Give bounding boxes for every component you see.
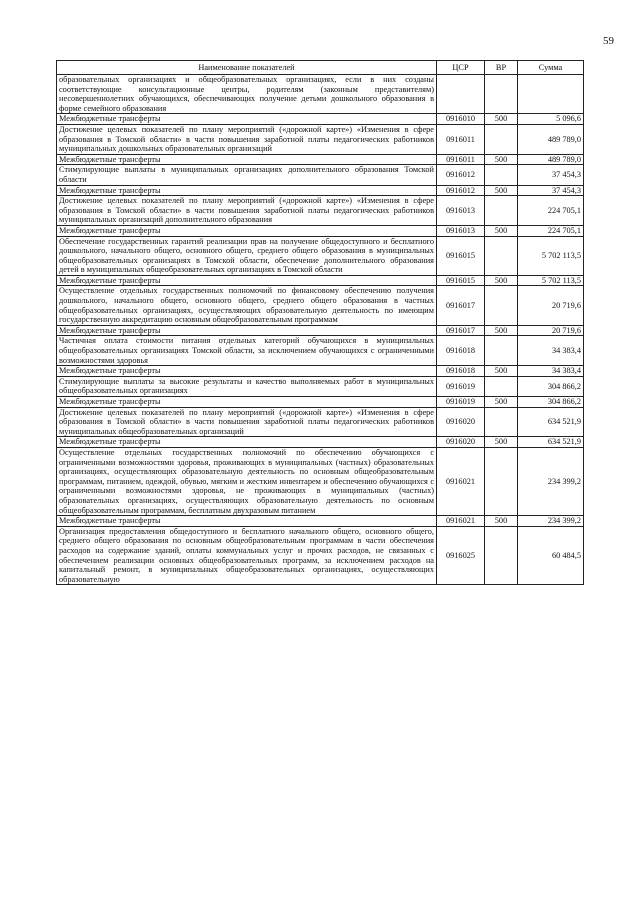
row-vr: 500 <box>485 114 518 125</box>
row-vr: 500 <box>485 185 518 196</box>
table-row <box>57 124 584 154</box>
row-vr: 500 <box>485 325 518 336</box>
row-sum: 60 484,5 <box>518 526 584 585</box>
row-vr <box>485 165 518 185</box>
row-vr <box>485 286 518 325</box>
row-vr <box>485 236 518 275</box>
row-sum: 489 789,0 <box>518 124 584 154</box>
table-row <box>57 225 584 236</box>
table-row <box>57 376 584 396</box>
table-row <box>57 196 584 226</box>
row-sum: 234 399,2 <box>518 516 584 527</box>
budget-table <box>56 60 584 585</box>
table-row <box>57 336 584 366</box>
row-csr: 0916013 <box>437 196 485 226</box>
row-sum: 37 454,3 <box>518 165 584 185</box>
row-vr: 500 <box>485 437 518 448</box>
row-name: Межбюджетные трансферты <box>57 437 437 448</box>
row-sum: 5 702 113,5 <box>518 275 584 286</box>
row-vr: 500 <box>485 366 518 377</box>
row-name: Межбюджетные трансферты <box>57 325 437 336</box>
header-vr: ВР <box>485 61 518 75</box>
row-vr: 500 <box>485 275 518 286</box>
row-name: Межбюджетные трансферты <box>57 275 437 286</box>
table-row <box>57 447 584 515</box>
row-sum <box>518 75 584 114</box>
table-row <box>57 407 584 437</box>
row-name: Достижение целевых показателей по плану мероприятий («дорожной карте») «Изменения в сфере образования в Томской области» в части повышения заработной платы педагогических работников муниципальных организаций дополнительного образования <box>57 196 437 226</box>
row-vr <box>485 75 518 114</box>
row-sum: 634 521,9 <box>518 437 584 448</box>
table-row <box>57 236 584 275</box>
row-vr <box>485 376 518 396</box>
row-csr: 0916019 <box>437 397 485 408</box>
row-vr <box>485 124 518 154</box>
header-csr: ЦСР <box>437 61 485 75</box>
row-name: Частичная оплата стоимости питания отдельных категорий обучающихся в муниципальных общеобразовательных организациях Томской области, за исключением обучающихся с ограниченными возможностями здоровья <box>57 336 437 366</box>
row-sum: 224 705,1 <box>518 196 584 226</box>
row-name: Межбюджетные трансферты <box>57 154 437 165</box>
row-vr <box>485 196 518 226</box>
row-vr: 500 <box>485 154 518 165</box>
row-csr: 0916015 <box>437 236 485 275</box>
row-name: Организация предоставления общедоступного и бесплатного начального общего, основного общего, среднего общего образования по основным общеобразовательным программам в части обеспечения расходов на содержание зданий, оплаты коммунальных услуг и прочих расходов, не связанных с обеспечением реализации основных общеобразовательных программ, за исключением расходов на капитальный ремонт, в муниципальных общеобразовательных организациях, осуществляющих образовательную <box>57 526 437 585</box>
row-csr: 0916010 <box>437 114 485 125</box>
row-csr: 0916025 <box>437 526 485 585</box>
row-name: Осуществление отдельных государственных полномочий по обеспечению обучающихся с ограниченными возможностями здоровья, проживающих в муниципальных (частных) образовательных организациях, осуществляющих образовательную деятельность по основным общеобразовательным программам, питанием, одеждой, обувью, мягким и жестким инвентарем и обеспечению обучающихся с ограниченными возможностями здоровья, не проживающих в муниципальных (частных) образовательных организациях, осуществляющих образовательную деятельность по основным общеобразовательным программам, бесплатным двухразовым питанием <box>57 447 437 515</box>
row-vr: 500 <box>485 225 518 236</box>
row-sum: 634 521,9 <box>518 407 584 437</box>
header-name: Наименование показателей <box>57 61 437 75</box>
row-name: Межбюджетные трансферты <box>57 185 437 196</box>
table-row <box>57 526 584 585</box>
row-name: Межбюджетные трансферты <box>57 114 437 125</box>
table-header-row <box>57 61 584 75</box>
row-sum: 34 383,4 <box>518 366 584 377</box>
row-sum: 304 866,2 <box>518 397 584 408</box>
row-csr: 0916018 <box>437 366 485 377</box>
table-row <box>57 397 584 408</box>
row-csr: 0916021 <box>437 516 485 527</box>
row-csr: 0916012 <box>437 185 485 196</box>
row-vr: 500 <box>485 516 518 527</box>
row-sum: 5 702 113,5 <box>518 236 584 275</box>
row-name: Стимулирующие выплаты за высокие результаты и качество выполняемых работ в муниципальных общеобразовательных организациях <box>57 376 437 396</box>
row-csr: 0916021 <box>437 447 485 515</box>
row-csr: 0916019 <box>437 376 485 396</box>
table-row <box>57 516 584 527</box>
row-name: Достижение целевых показателей по плану мероприятий («дорожной карте») «Изменения в сфере образования в Томской области» в части повышения заработной платы педагогических работников муниципальных дошкольных образовательных организаций <box>57 124 437 154</box>
row-name: образовательных организациях и общеобразовательных организациях, если в них созданы соответствующие консультационные центры, родителям (законным представителям) несовершеннолетних обучающихся, обеспечивающих получение детьми дошкольного образования в форме семейного образования <box>57 75 437 114</box>
row-csr: 0916020 <box>437 407 485 437</box>
table-row <box>57 325 584 336</box>
row-csr <box>437 75 485 114</box>
table-row <box>57 75 584 114</box>
table-row <box>57 275 584 286</box>
row-csr: 0916012 <box>437 165 485 185</box>
row-sum: 304 866,2 <box>518 376 584 396</box>
row-csr: 0916011 <box>437 124 485 154</box>
row-vr <box>485 526 518 585</box>
row-sum: 234 399,2 <box>518 447 584 515</box>
row-sum: 5 096,6 <box>518 114 584 125</box>
row-name: Межбюджетные трансферты <box>57 366 437 377</box>
row-name: Межбюджетные трансферты <box>57 225 437 236</box>
table-row <box>57 437 584 448</box>
row-sum: 489 789,0 <box>518 154 584 165</box>
row-sum: 37 454,3 <box>518 185 584 196</box>
row-vr <box>485 447 518 515</box>
row-name: Обеспечение государственных гарантий реализации прав на получение общедоступного и бесплатного дошкольного, начального общего, основного общего, среднего общего образования в муниципальных общеобразовательных организациях в Томской области, обеспечение дополнительного образования детей в муниципальных общеобразовательных организациях в Томской области <box>57 236 437 275</box>
row-vr <box>485 407 518 437</box>
row-name: Стимулирующие выплаты в муниципальных организациях дополнительного образования Томской области <box>57 165 437 185</box>
row-csr: 0916017 <box>437 325 485 336</box>
row-name: Межбюджетные трансферты <box>57 397 437 408</box>
row-name: Межбюджетные трансферты <box>57 516 437 527</box>
table-row <box>57 165 584 185</box>
row-csr: 0916015 <box>437 275 485 286</box>
table-row <box>57 366 584 377</box>
row-vr <box>485 336 518 366</box>
row-csr: 0916017 <box>437 286 485 325</box>
header-sum: Сумма <box>518 61 584 75</box>
row-csr: 0916011 <box>437 154 485 165</box>
row-sum: 20 719,6 <box>518 286 584 325</box>
row-sum: 34 383,4 <box>518 336 584 366</box>
table-row <box>57 185 584 196</box>
row-csr: 0916020 <box>437 437 485 448</box>
table-row <box>57 286 584 325</box>
row-sum: 224 705,1 <box>518 225 584 236</box>
row-name: Осуществление отдельных государственных полномочий по финансовому обеспечению получения дошкольного, начального общего, основного общего, среднего общего образования в частных общеобразовательных организациях, осуществляющих образовательную деятельность по имеющим государственную аккредитацию основным общеобразовательным программам <box>57 286 437 325</box>
row-csr: 0916018 <box>437 336 485 366</box>
row-name: Достижение целевых показателей по плану мероприятий («дорожной карте») «Изменения в сфере образования в Томской области» в части повышения заработной платы педагогических работников муниципальных общеобразовательных организаций <box>57 407 437 437</box>
page-number: 59 <box>603 35 614 47</box>
row-vr: 500 <box>485 397 518 408</box>
table-row <box>57 154 584 165</box>
row-csr: 0916013 <box>437 225 485 236</box>
row-sum: 20 719,6 <box>518 325 584 336</box>
table-row <box>57 114 584 125</box>
